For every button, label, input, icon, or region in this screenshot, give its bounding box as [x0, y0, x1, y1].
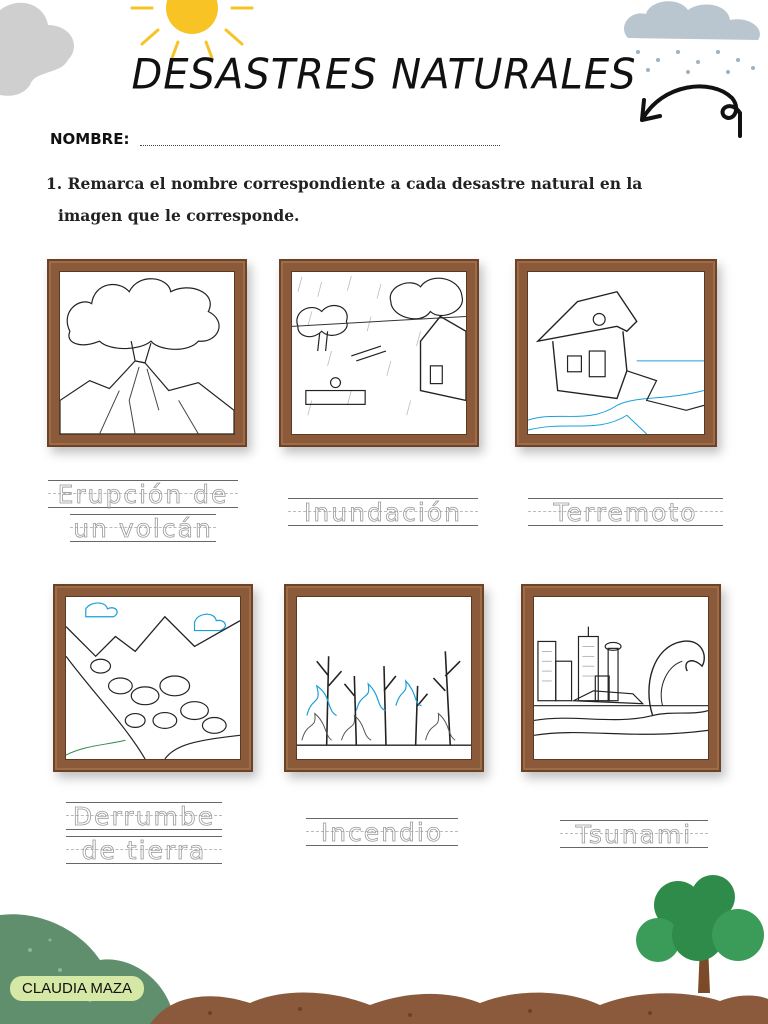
flood-picture-frame: [279, 259, 479, 447]
ground-icon: [150, 985, 768, 1024]
tree-icon: [628, 875, 768, 995]
trace-line-1: Terremoto: [528, 498, 723, 526]
trace-line-2: de tierra: [66, 836, 222, 864]
trace-label-landslide[interactable]: [66, 802, 222, 864]
fire-picture-frame: [284, 584, 484, 772]
trace-line-1: Erupción de: [48, 480, 238, 508]
name-field[interactable]: [140, 145, 500, 146]
trace-line-2: un volcán: [70, 514, 216, 542]
volcano-picture-frame: [47, 259, 247, 447]
trace-label-fire[interactable]: [306, 818, 458, 846]
trace-line-1: Tsunami: [560, 820, 708, 848]
landslide-illustration: [66, 597, 240, 759]
instruction-line-2: imagen que le corresponde.: [58, 206, 300, 225]
volcano-illustration: [60, 272, 234, 434]
trace-label-tsunami[interactable]: [560, 820, 708, 848]
trace-label-volcano[interactable]: [48, 480, 238, 542]
tsunami-picture-frame: [521, 584, 721, 772]
earthquake-illustration: [528, 272, 704, 434]
instruction: [46, 168, 714, 232]
author-badge: CLAUDIA MAZA: [10, 976, 144, 1001]
trace-label-flood[interactable]: [288, 498, 478, 526]
landslide-picture-frame: [53, 584, 253, 772]
trace-line-1: Incendio: [306, 818, 458, 846]
flood-illustration: [292, 272, 466, 434]
tsunami-illustration: [534, 597, 708, 759]
name-label: NOMBRE:: [50, 130, 130, 148]
trace-line-1: Inundación: [288, 498, 478, 526]
earthquake-picture-frame: [515, 259, 717, 447]
fire-illustration: [297, 597, 471, 759]
instruction-line-1: 1. Remarca el nombre correspondiente a cada desastre natural en la: [46, 174, 643, 193]
trace-line-1: Derrumbe: [66, 802, 222, 830]
page-title: DESASTRES NATURALES: [131, 50, 637, 100]
trace-label-earthquake[interactable]: [528, 498, 723, 526]
